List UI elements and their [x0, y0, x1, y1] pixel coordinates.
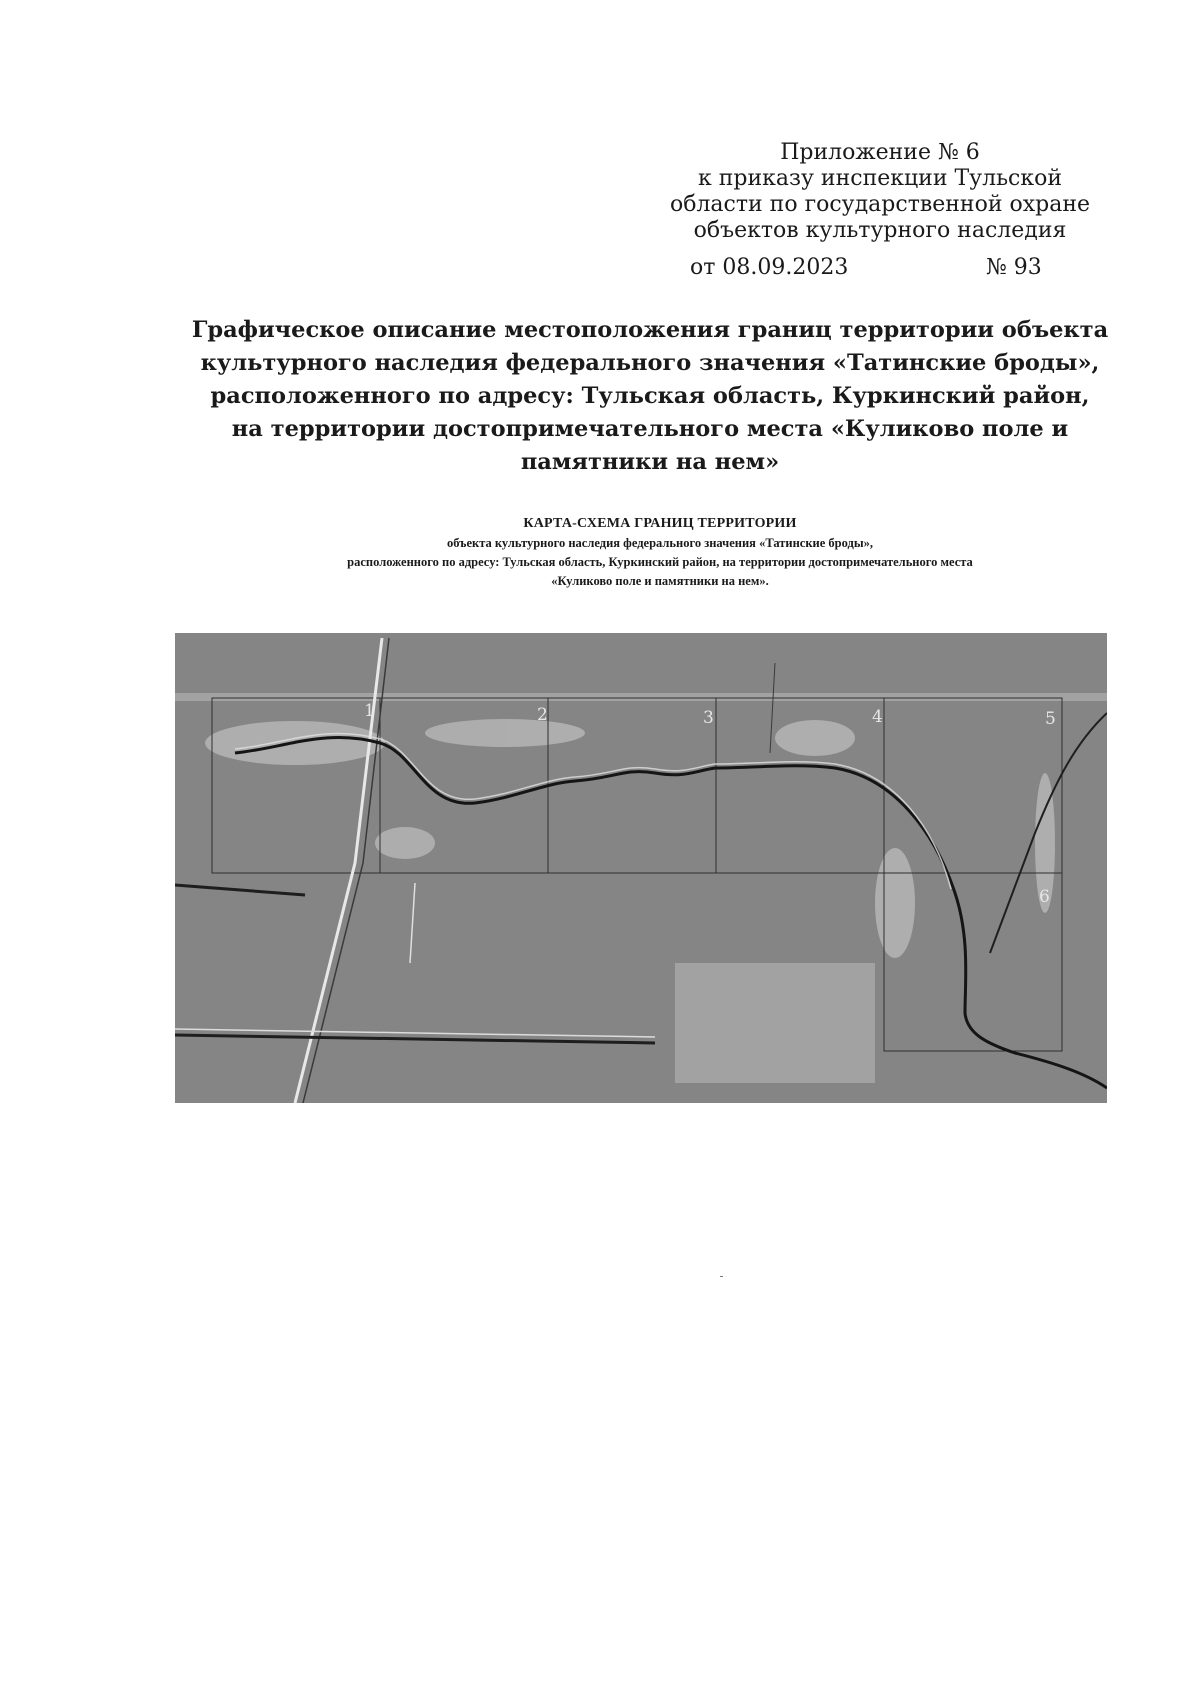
- map-drawing: [175, 633, 1107, 1103]
- grid-label-2: 2: [537, 705, 548, 725]
- grid-label-5: 5: [1045, 709, 1056, 729]
- grid-label-3: 3: [703, 708, 714, 728]
- map-caption-title: КАРТА-СХЕМА ГРАНИЦ ТЕРРИТОРИИ: [523, 516, 797, 531]
- grid-label-1: 1: [364, 701, 375, 721]
- order-date-number: [690, 255, 1110, 285]
- map-caption: [160, 514, 1160, 591]
- grid-label-4: 4: [872, 707, 883, 727]
- heading-line-2: культурного наследия федерального значения «Татинские броды»,: [200, 350, 1100, 376]
- appendix-authority-cont: объектов культурного наследия: [693, 218, 1067, 243]
- boundary-map: [175, 633, 1107, 1103]
- appendix-title: Приложение № 6: [780, 140, 980, 165]
- heading-line-3: расположенного по адресу: Тульская область, Куркинский район,: [210, 383, 1090, 409]
- appendix-header: [640, 140, 1120, 244]
- map-caption-line-2: расположенного по адресу: Тульская область, Куркинский район, на территории достопримечательного места: [347, 555, 973, 569]
- grid-label-6: 6: [1039, 887, 1050, 907]
- order-date: от 08.09.2023: [690, 255, 849, 280]
- heading-line-1: Графическое описание местоположения границ территории объекта: [191, 317, 1109, 343]
- appendix-authority: области по государственной охране: [669, 192, 1091, 217]
- scan-speck: [720, 1276, 723, 1277]
- heading-line-5: памятники на нем»: [520, 449, 780, 475]
- map-caption-line-3: «Куликово поле и памятники на нем».: [551, 574, 769, 588]
- map-caption-line-1: объекта культурного наследия федерального значения «Татинские броды»,: [446, 536, 873, 550]
- appendix-order-ref: к приказу инспекции Тульской: [697, 166, 1063, 191]
- document-heading: [150, 314, 1150, 479]
- order-number: № 93: [986, 255, 1042, 280]
- heading-line-4: на территории достопримечательного места «Куликово поле и: [231, 416, 1069, 442]
